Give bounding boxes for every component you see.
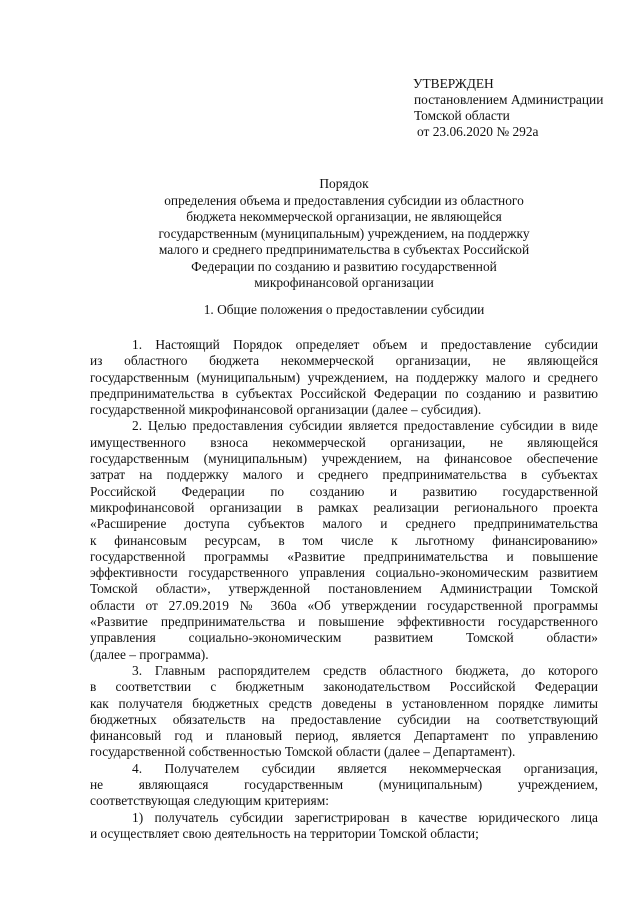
paragraph xyxy=(90,761,598,810)
text-line: «Расширение доступа субъектов малого и среднего предпринимательства xyxy=(90,516,598,532)
title-heading: Порядок xyxy=(319,176,369,191)
paragraph xyxy=(90,418,598,662)
title-line: бюджета некоммерческой организации, не являющейся xyxy=(186,209,502,224)
approval-date: от 23.06.2020 № 292а xyxy=(417,124,539,139)
paragraph xyxy=(90,337,598,418)
approval-stamp xyxy=(413,76,628,140)
approval-line: постановлением Администрации xyxy=(414,92,604,107)
text-line: 1) получатель субсидии зарегистрирован в качестве юридического лица xyxy=(132,809,598,825)
text-line: 2. Целью предоставления субсидии является предоставление субсидии в виде xyxy=(132,418,598,434)
title-line: микрофинансовой организации xyxy=(254,275,434,290)
text-line: имущественного взноса некоммерческой организации, не являющейся xyxy=(90,434,598,450)
text-line: государственной программы «Развитие предпринимательства и повышение xyxy=(90,548,598,564)
text-line: «Развитие предпринимательства и повышение эффективности государственного xyxy=(90,614,598,630)
approval-status: УТВЕРЖДЕН xyxy=(413,76,494,91)
text-line: не являющаяся государственным (муниципальным) учреждением, xyxy=(90,777,598,793)
text-line: соответствующая следующим критериям: xyxy=(90,793,329,809)
text-line: финансовый год и плановый период, является Департамент по управлению xyxy=(90,728,598,744)
text-line: Российской Федерации по созданию и развитию государственной xyxy=(90,483,598,499)
text-line: 1. Настоящий Порядок определяет объем и предоставление субсидии xyxy=(132,337,598,352)
document-title xyxy=(90,176,598,292)
text-line: государственным (муниципальным) учреждением, на поддержку малого и среднего xyxy=(90,369,598,385)
text-line: государственным (муниципальным) учреждением, на финансовое обеспечение xyxy=(90,451,598,467)
title-line: малого и среднего предпринимательства в субъектах Российской xyxy=(158,242,530,257)
text-line: (далее – программа). xyxy=(90,646,209,662)
title-line: государственным (муниципальным) учреждением, на поддержку xyxy=(158,225,530,241)
text-line: микрофинансовой организации в рамках реализации регионального проекта xyxy=(90,499,598,515)
text-line: эффективности государственного управления социально-экономическим развитием xyxy=(90,565,598,581)
text-line: бюджетных обязательств на предоставление субсидии на соответствующий xyxy=(90,711,598,727)
text-line: 4. Получателем субсидии является некоммерческая организация, xyxy=(132,760,598,776)
text-line: области от 27.09.2019 № 360а «Об утверждении государственной программы xyxy=(90,597,598,613)
text-line: затрат на поддержку малого и среднего предпринимательства в субъектах xyxy=(90,467,598,483)
title-line: Федерации по созданию и развитию государственной xyxy=(191,258,497,274)
text-line: государственной собственностью Томской области (далее – Департамент). xyxy=(90,744,516,760)
section-heading: 1. Общие положения о предоставлении субсидии xyxy=(203,302,485,317)
text-line: 3. Главным распорядителем средств областного бюджета, до которого xyxy=(132,662,598,678)
text-line: к финансовым ресурсам, в том числе к льготному финансированию» xyxy=(90,532,598,548)
text-line: Томской области», утвержденной постановлением Администрации Томской xyxy=(90,581,598,597)
title-line: определения объема и предоставления субсидии из областного xyxy=(164,192,524,208)
text-line: предпринимательства в субъектах Российской Федерации по созданию и развитию xyxy=(90,385,598,401)
document-body xyxy=(90,337,598,842)
paragraph xyxy=(90,663,598,761)
approval-line: Томской области xyxy=(414,108,510,123)
paragraph xyxy=(90,810,598,843)
text-line: из областного бюджета некоммерческой организации, не являющейся xyxy=(90,353,598,369)
text-line: управления социально-экономическим развитием Томской области» xyxy=(90,630,598,646)
text-line: в соответствии с бюджетным законодательством Российской Федерации xyxy=(90,679,598,695)
text-line: и осуществляет свою деятельность на территории Томской области; xyxy=(90,825,479,841)
text-line: как получателя бюджетных средств доведены в установленном порядке лимиты xyxy=(90,695,598,711)
text-line: государственной микрофинансовой организации (далее – субсидия). xyxy=(90,402,482,418)
